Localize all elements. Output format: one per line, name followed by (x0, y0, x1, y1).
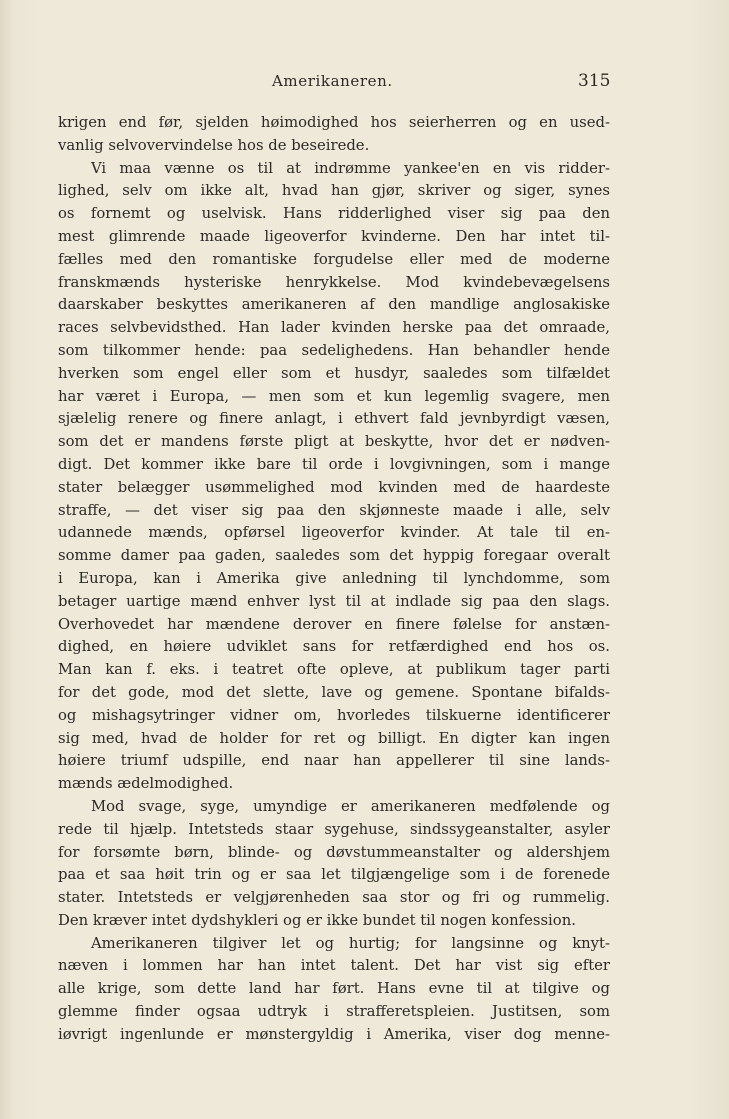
text-line: Amerikaneren tilgiver let og hurtig; for langsinne og knyt- (91, 934, 610, 952)
running-title: Amerikaneren. (272, 72, 393, 90)
text-line: og mishagsytringer vidner om, hvorledes tilskuerne identificerer (58, 706, 610, 724)
text-line: franskmænds hysteriske henrykkelse. Mod kvindebevægelsens (58, 273, 610, 291)
text-line: krigen end før, sjelden høimodighed hos seierherren og en used- (58, 114, 610, 131)
text-line: udannede mænds, opførsel ligeoverfor kvinder. At tale til en- (58, 524, 610, 542)
text-line: lighed, selv om ikke alt, hvad han gjør, skriver og siger, synes (58, 182, 610, 200)
page-number: 315 (578, 71, 611, 91)
text-line: races selvbevidsthed. Han lader kvinden herske paa det omraade, (58, 319, 610, 337)
text-line: Overhovedet har mændene derover en finere følelse for anstæn- (58, 615, 610, 633)
text-line: Man kan f. eks. i teatret ofte opleve, at publikum tager parti (58, 661, 610, 679)
text-line: Mod svage, syge, umyndige er amerikaneren medfølende og (91, 797, 610, 815)
body-text (58, 112, 610, 1047)
text-line: alle krige, som dette land har ført. Hans evne til at tilgive og (58, 980, 610, 998)
text-line: har været i Europa, — men som et kun legemlig svagere, men (58, 387, 610, 405)
text-line: paa et saa høit trin og er saa let tilgjængelige som i de forenede (58, 866, 610, 884)
text-line: mest glimrende maade ligeoverfor kvinderne. Den har intet til- (58, 227, 610, 245)
text-line: sig med, hvad de holder for ret og billigt. En digter kan ingen (58, 729, 610, 747)
page-header (0, 72, 729, 96)
text-line: fælles med den romantiske forgudelse eller med de moderne (58, 250, 610, 268)
text-line: sjælelig renere og finere anlagt, i ethvert fald jevnbyrdigt væsen, (58, 410, 610, 428)
text-line: os fornemt og uselvisk. Hans ridderlighed viser sig paa den (58, 205, 610, 223)
text-line: Vi maa vænne os til at indrømme yankee'en en vis ridder- (91, 159, 610, 177)
text-line: hverken som engel eller som et husdyr, saaledes som tilfældet (58, 364, 610, 382)
text-line: somme damer paa gaden, saaledes som det hyppig foregaar overalt (58, 547, 610, 565)
text-line: dighed, en høiere udviklet sans for retfærdighed end hos os. (58, 638, 610, 656)
text-line: daarskaber beskyttes amerikaneren af den mandlige anglosakiske (58, 296, 610, 314)
text-line: glemme finder ogsaa udtryk i strafferetspleien. Justitsen, som (58, 1003, 610, 1021)
text-line: høiere triumf udspille, end naar han appellerer til sine lands- (58, 752, 610, 770)
text-line: mænds ædelmodighed. (58, 775, 234, 793)
text-line: digt. Det kommer ikke bare til orde i lovgivningen, som i mange (58, 455, 610, 473)
text-line: stater belægger usømmelighed mod kvinden med de haardeste (58, 478, 610, 496)
text-line: iøvrigt ingenlunde er mønstergyldig i Amerika, viser dog menne- (58, 1025, 610, 1043)
text-line: som tilkommer hende: paa sedelighedens. Han behandler hende (58, 341, 610, 359)
text-line: stater. Intetsteds er velgjørenheden saa stor og fri og rummelig. (58, 889, 610, 907)
text-line: rede til hjælp. Intetsteds staar sygehuse, sindssygeanstalter, asyler (58, 820, 610, 838)
text-line: som det er mandens første pligt at beskytte, hvor det er nødven- (58, 433, 610, 451)
text-line: i Europa, kan i Amerika give anledning til lynchdomme, som (58, 569, 610, 587)
text-line: for forsømte børn, blinde- og døvstummeanstalter og aldershjem (58, 843, 610, 861)
text-line: næven i lommen har han intet talent. Det har vist sig efter (58, 957, 610, 975)
text-line: Den kræver intet dydshykleri og er ikke bundet til nogen konfession. (58, 911, 576, 929)
text-line: vanlig selvovervindelse hos de beseirede. (58, 136, 370, 154)
text-line: straffe, — det viser sig paa den skjønneste maade i alle, selv (58, 501, 610, 519)
text-line: betager uartige mænd enhver lyst til at indlade sig paa den slags. (58, 592, 610, 610)
text-line: for det gode, mod det slette, lave og gemene. Spontane bifalds- (58, 683, 610, 701)
